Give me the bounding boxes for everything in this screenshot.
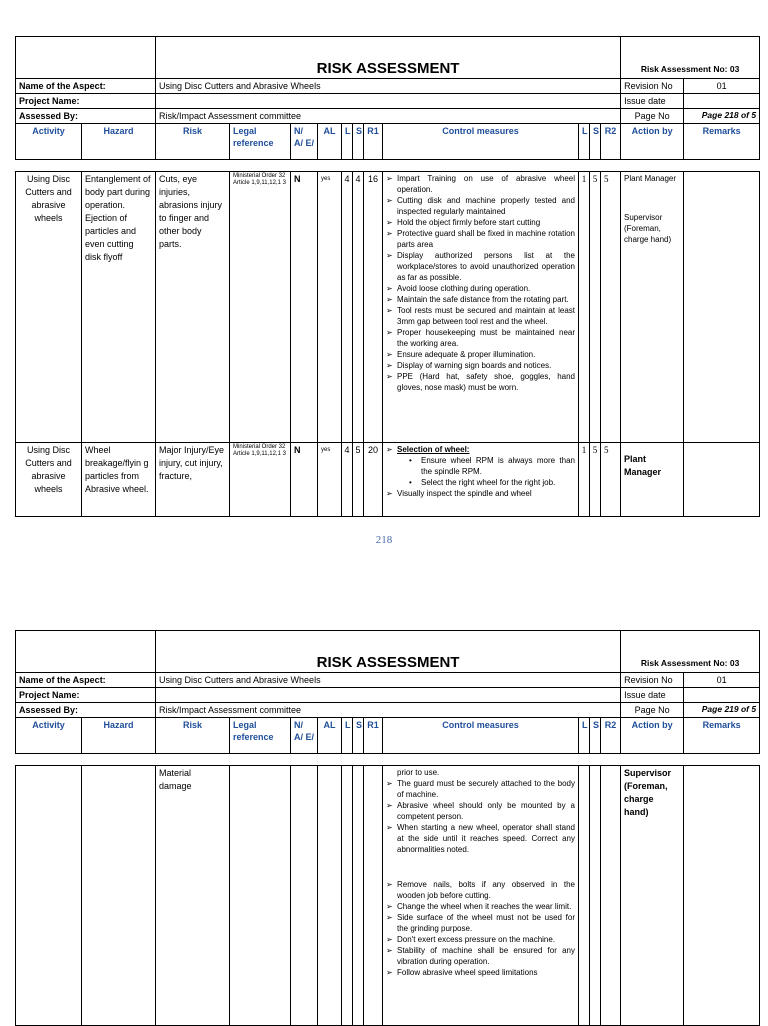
- list-item: ➢ PPE (Hard hat, safety shoe, goggles, hand gloves, nose mask) must be worn.: [386, 371, 575, 393]
- assessed-value: Risk/Impact Assessment committee: [156, 109, 621, 124]
- col-al: AL: [318, 718, 342, 754]
- sub-list: [397, 455, 575, 488]
- activity-cell: Using Disc Cutters and abrasive wheels: [16, 443, 82, 517]
- list-item: ➢ Selection of wheel: • Ensure wheel RPM is always more than the spindle RPM. • Select the right wheel for the right job.: [386, 444, 575, 488]
- action-by-cell: [621, 443, 684, 517]
- list-item: ➢ Maintain the safe distance from the rotating part.: [386, 294, 575, 305]
- l-cell: 4: [342, 443, 353, 517]
- document-page-218: [15, 36, 759, 517]
- list-item: ➢ Display authorized persons list at the workplace/stores to avoid unauthorized operation as far as possible.: [386, 250, 575, 283]
- list-item: ➢ Impart Training on use of abrasive wheel operation.: [386, 173, 575, 195]
- risk-rows-table: [15, 171, 760, 517]
- issue-label: Issue date: [621, 688, 684, 703]
- hazard-cell: Wheel breakage/flyin g particles from Abrasive wheel.: [82, 443, 156, 517]
- list-item: ➢ Avoid loose clothing during operation.: [386, 283, 575, 294]
- list-item: ➢ Proper housekeeping must be maintained near the working area.: [386, 327, 575, 349]
- table-row: [16, 172, 760, 443]
- action-by-secondary: Supervisor (Foreman, charge hand): [624, 213, 672, 244]
- ra-number: Risk Assessment No: 03: [621, 631, 760, 673]
- legal-cell: Ministerial Order 32 Article 1,9,11,12,1 3: [230, 172, 291, 443]
- assessed-label: Assessed By:: [16, 109, 156, 124]
- name-value: Using Disc Cutters and Abrasive Wheels: [156, 673, 621, 688]
- revision-value: 01: [684, 673, 760, 688]
- remarks-cell: [684, 766, 760, 1026]
- col-s2: S: [590, 124, 601, 160]
- col-control: Control measures: [383, 124, 579, 160]
- action-by-cell: Supervisor (Foreman, charge hand): [621, 766, 684, 1026]
- risk-cell: Major Injury/Eye injury, cut injury, fracture,: [156, 443, 230, 517]
- legal-cell: Ministerial Order 32 Article 1,9,11,12,1 3: [230, 443, 291, 517]
- r1-cell: 16: [364, 172, 383, 443]
- r2-cell: 5: [601, 443, 621, 517]
- col-activity: Activity: [16, 124, 82, 160]
- col-s2: S: [590, 718, 601, 754]
- col-r2: R2: [601, 718, 621, 754]
- pageno-label: Page No: [621, 109, 684, 124]
- risk-assessment-table: [15, 36, 760, 160]
- al-cell: [318, 766, 342, 1026]
- s-cell: 5: [353, 443, 364, 517]
- r2-cell: 5: [601, 172, 621, 443]
- list-item: ➢ Visually inspect the spindle and wheel: [386, 488, 575, 499]
- col-hazard: Hazard: [82, 718, 156, 754]
- s-cell: 4: [353, 172, 364, 443]
- activity-cell: Using Disc Cutters and abrasive wheels: [16, 172, 82, 443]
- column-header-row: [16, 718, 760, 754]
- s-cell: [353, 766, 364, 1026]
- list-item: ➢ Side surface of the wheel must not be used for the grinding purpose.: [386, 912, 575, 934]
- list-item: • Select the right wheel for the right job.: [409, 477, 575, 488]
- hazard-cell: [82, 766, 156, 1026]
- nae-cell: N: [291, 443, 318, 517]
- name-value: Using Disc Cutters and Abrasive Wheels: [156, 79, 621, 94]
- hazard-cell: Entanglement of body part during operation. Ejection of particles and even cutting disk flyoff: [82, 172, 156, 443]
- page-ref: Page 219 of 5: [684, 703, 760, 718]
- col-risk: Risk: [156, 124, 230, 160]
- list-item: • Ensure wheel RPM is always more than the spindle RPM.: [409, 455, 575, 477]
- col-legal: Legal reference: [230, 718, 291, 754]
- list-item: ➢ The guard must be securely attached to the body of machine.: [386, 778, 575, 800]
- action-by-primary: Plant Manager: [624, 454, 662, 477]
- issue-label: Issue date: [621, 94, 684, 109]
- issue-value: [684, 688, 760, 703]
- risk-rows-table: [15, 765, 760, 1026]
- col-l: L: [342, 718, 353, 754]
- list-item: ➢ Don't exert excess pressure on the machine.: [386, 934, 575, 945]
- control-measures-cell: [383, 443, 579, 517]
- control-measures-cell: [383, 172, 579, 443]
- list-item: ➢ Ensure adequate & proper illumination.: [386, 349, 575, 360]
- list-item: ➢ Remove nails, bolts if any observed in the wooden job before cutting.: [386, 879, 575, 901]
- ra-number: Risk Assessment No: 03: [621, 37, 760, 79]
- issue-value: [684, 94, 760, 109]
- r2-cell: [601, 766, 621, 1026]
- list-item: ➢ Cutting disk and machine properly tested and inspected regularly maintained: [386, 195, 575, 217]
- page-ref: Page 218 of 5: [684, 109, 760, 124]
- col-s: S: [353, 718, 364, 754]
- s2-cell: [590, 766, 601, 1026]
- name-label: Name of the Aspect:: [16, 79, 156, 94]
- col-al: AL: [318, 124, 342, 160]
- col-action: Action by: [621, 124, 684, 160]
- col-nae: N/ A/ E/: [291, 718, 318, 754]
- list-item: prior to use.: [397, 768, 440, 777]
- project-label: Project Name:: [16, 688, 156, 703]
- control-measures-list: [386, 778, 575, 855]
- col-control: Control measures: [383, 718, 579, 754]
- list-item: ➢ Display of warning sign boards and notices.: [386, 360, 575, 371]
- col-r1: R1: [364, 124, 383, 160]
- col-remarks: Remarks: [684, 124, 760, 160]
- control-measures-cell: [383, 766, 579, 1026]
- r1-cell: [364, 766, 383, 1026]
- assessed-value: Risk/Impact Assessment committee: [156, 703, 621, 718]
- control-measures-list: [386, 879, 575, 978]
- table-row: [16, 443, 760, 517]
- risk-assessment-table: [15, 630, 760, 754]
- project-value: [156, 94, 621, 109]
- revision-value: 01: [684, 79, 760, 94]
- page-title: RISK ASSESSMENT: [156, 631, 621, 673]
- action-by-primary: Plant Manager: [624, 174, 677, 183]
- col-s: S: [353, 124, 364, 160]
- name-label: Name of the Aspect:: [16, 673, 156, 688]
- list-item: ➢ Follow abrasive wheel speed limitations: [386, 967, 575, 978]
- l2-cell: [579, 766, 590, 1026]
- document-page-219: [15, 630, 759, 1026]
- al-cell: yes: [318, 172, 342, 443]
- logo-cell: [16, 37, 156, 79]
- col-risk: Risk: [156, 718, 230, 754]
- pageno-label: Page No: [621, 703, 684, 718]
- revision-label: Revision No: [621, 673, 684, 688]
- l-cell: [342, 766, 353, 1026]
- col-l2: L: [579, 124, 590, 160]
- s2-cell: 5: [590, 172, 601, 443]
- l2-cell: 1: [579, 443, 590, 517]
- remarks-cell: [684, 172, 760, 443]
- list-item: ➢ Change the wheel when it reaches the wear limit.: [386, 901, 575, 912]
- project-label: Project Name:: [16, 94, 156, 109]
- control-measures-list: [386, 173, 575, 393]
- project-value: [156, 688, 621, 703]
- list-item: ➢ Tool rests must be secured and maintain at least 3mm gap between tool rest and the wheel.: [386, 305, 575, 327]
- col-legal: Legal reference: [230, 124, 291, 160]
- list-item: ➢ Abrasive wheel should only be mounted by a competent person.: [386, 800, 575, 822]
- s2-cell: 5: [590, 443, 601, 517]
- assessed-label: Assessed By:: [16, 703, 156, 718]
- col-r2: R2: [601, 124, 621, 160]
- list-item: ➢ Hold the object firmly before start cutting: [386, 217, 575, 228]
- l2-cell: 1: [579, 172, 590, 443]
- col-action: Action by: [621, 718, 684, 754]
- logo-cell: [16, 631, 156, 673]
- col-nae: N/ A/ E/: [291, 124, 318, 160]
- list-item: ➢ Protective guard shall be fixed in machine rotation parts area: [386, 228, 575, 250]
- activity-cell: [16, 766, 82, 1026]
- control-measures-list: [386, 444, 575, 499]
- col-remarks: Remarks: [684, 718, 760, 754]
- control-measures-list: [386, 767, 575, 778]
- remarks-cell: [684, 443, 760, 517]
- action-by-cell: [621, 172, 684, 443]
- col-activity: Activity: [16, 718, 82, 754]
- l-cell: 4: [342, 172, 353, 443]
- page-number-footer: 218: [375, 534, 393, 546]
- col-l2: L: [579, 718, 590, 754]
- legal-cell: [230, 766, 291, 1026]
- column-header-row: [16, 124, 760, 160]
- nae-cell: [291, 766, 318, 1026]
- col-hazard: Hazard: [82, 124, 156, 160]
- risk-cell: Material damage: [156, 766, 230, 1026]
- risk-cell: Cuts, eye injuries, abrasions injury to finger and other body parts.: [156, 172, 230, 443]
- al-cell: yes: [318, 443, 342, 517]
- r1-cell: 20: [364, 443, 383, 517]
- list-item: ➢ When starting a new wheel, operator shall stand at the side until it reaches speed. Correct any abnormalities noted.: [386, 822, 575, 855]
- col-l: L: [342, 124, 353, 160]
- list-item: ➢ Stability of machine shall be ensured for any vibration during operation.: [386, 945, 575, 967]
- page-title: RISK ASSESSMENT: [156, 37, 621, 79]
- table-row: [16, 766, 760, 1026]
- nae-cell: N: [291, 172, 318, 443]
- col-r1: R1: [364, 718, 383, 754]
- revision-label: Revision No: [621, 79, 684, 94]
